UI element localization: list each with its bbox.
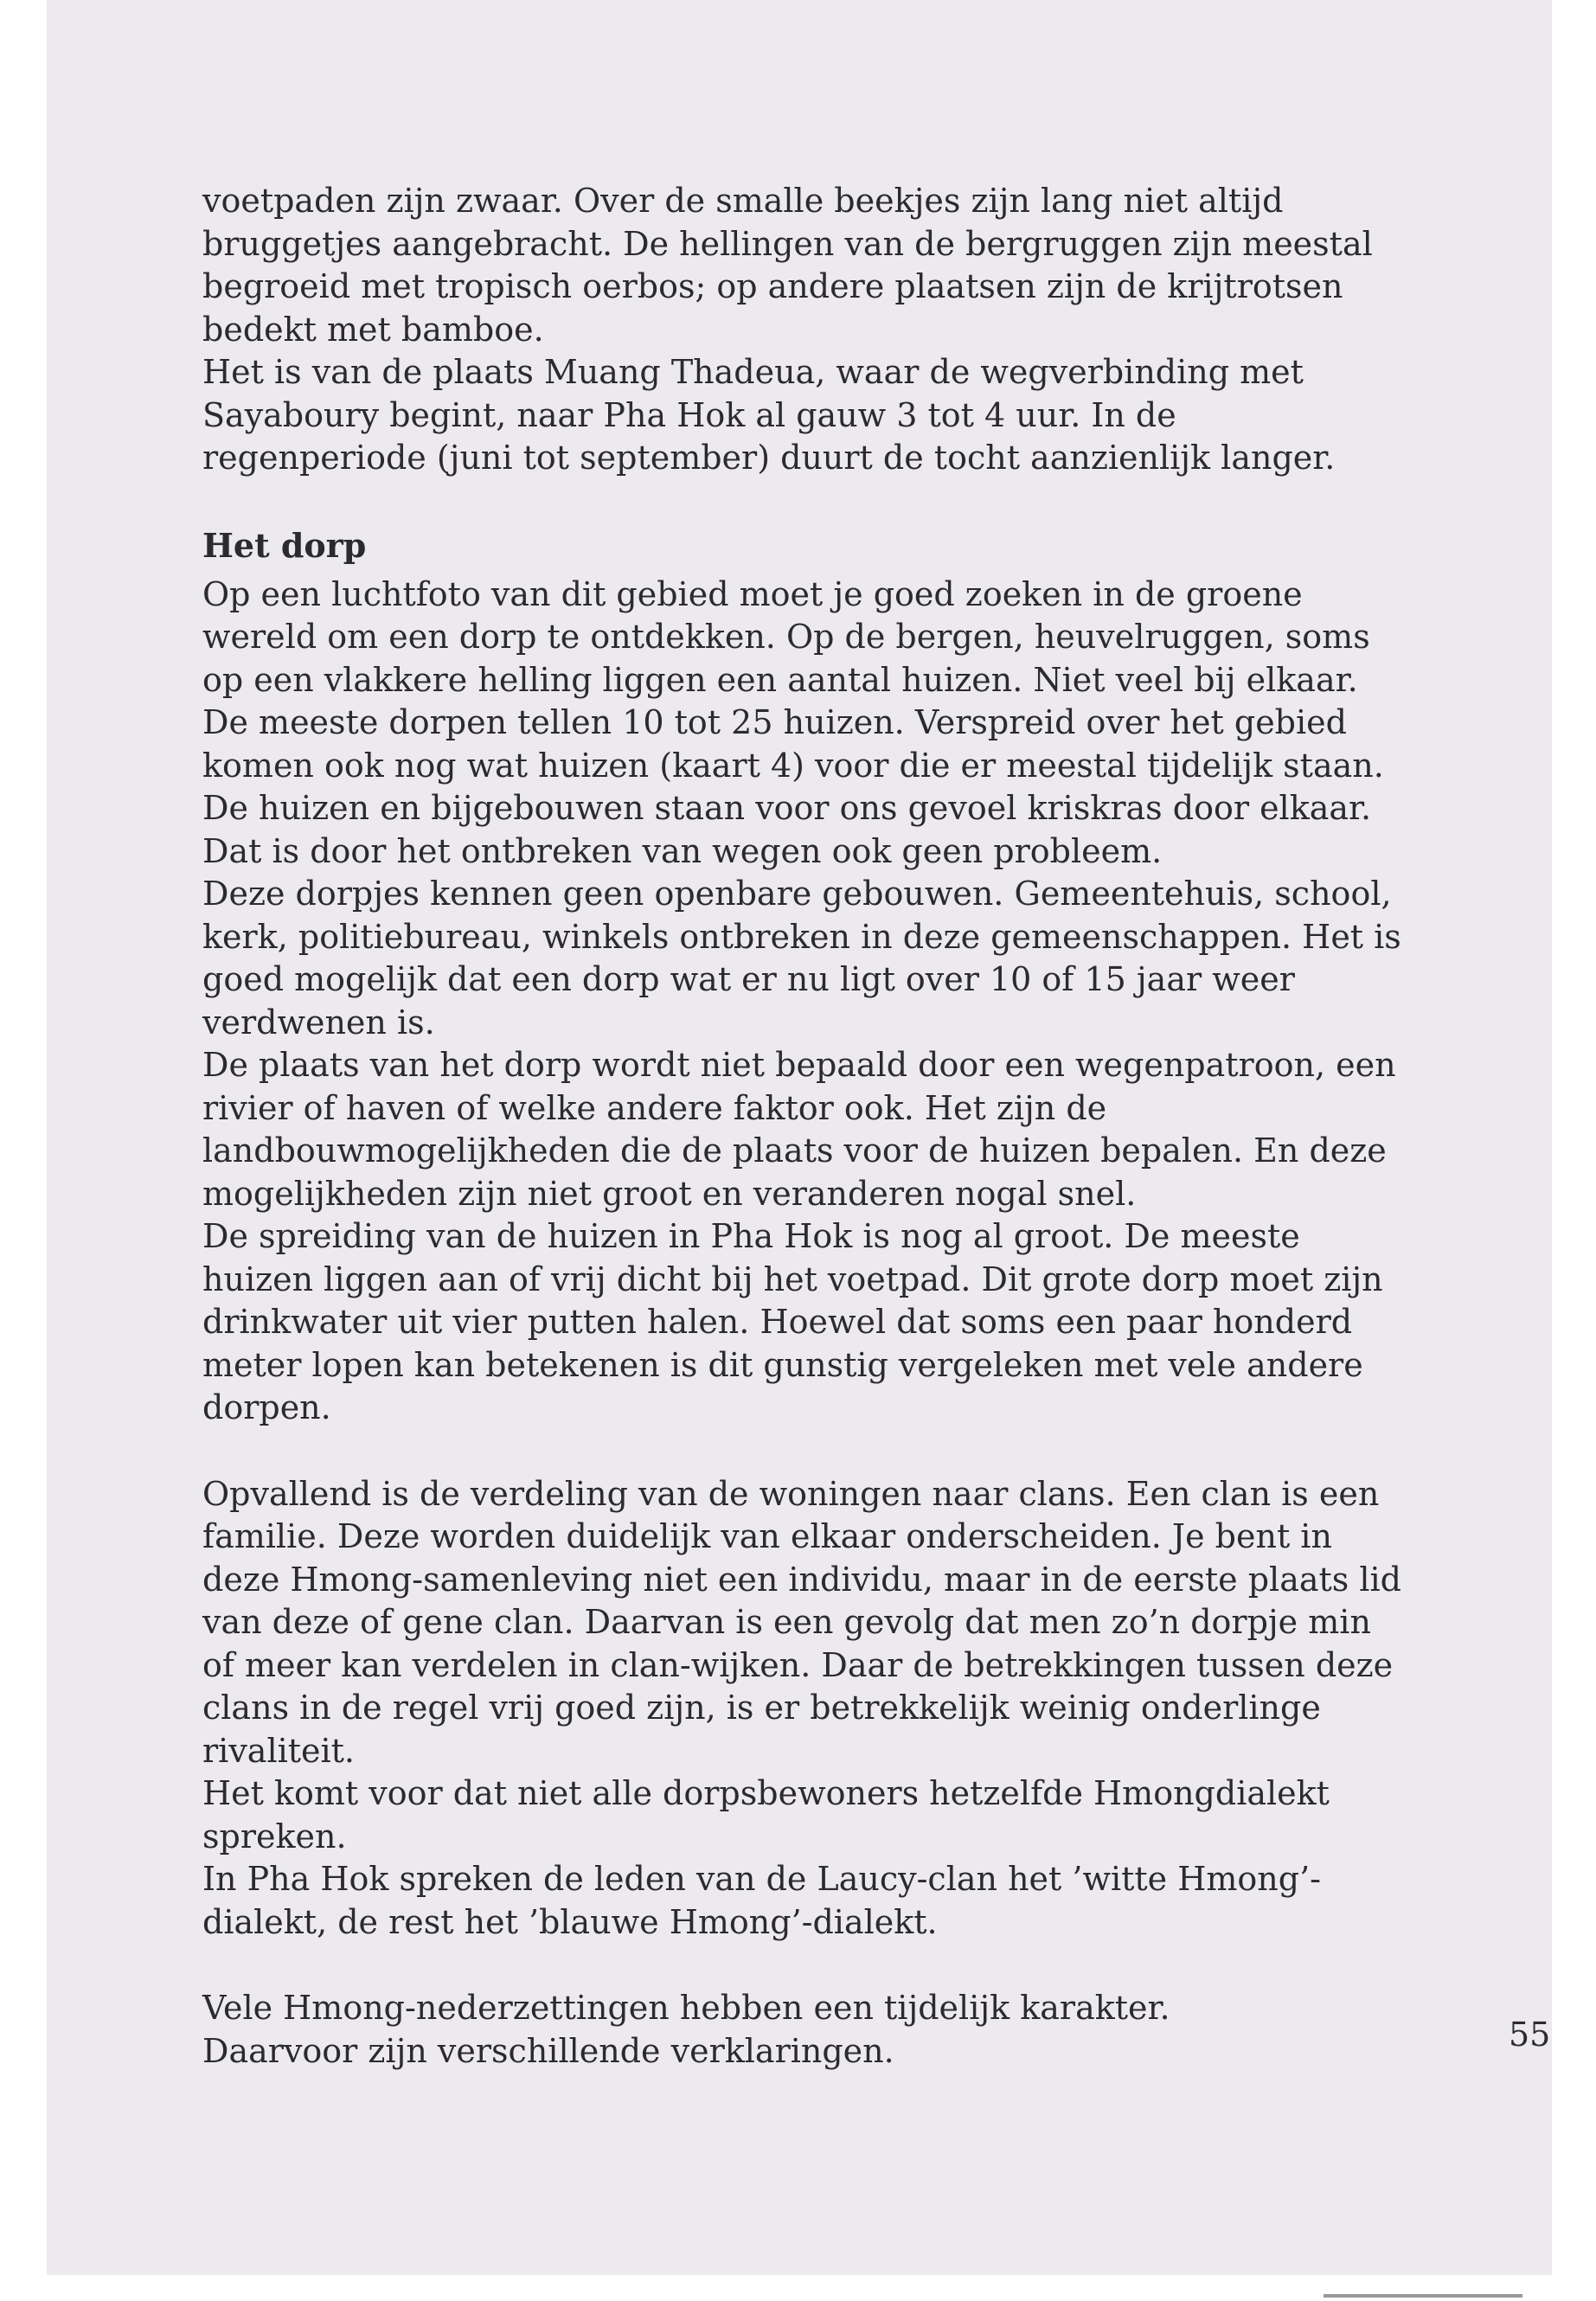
paragraph: Deze dorpjes kennen geen openbare gebouwen. Gemeentehuis, school, kerk, politiebureau, winkels ontbreken in deze gemeenschappen. Het is goed mogelijk dat een dorp wat er nu ligt over 10 of 15 jaar weer verdwenen is. bbox=[202, 875, 1401, 1042]
section-heading: Het dorp bbox=[202, 525, 367, 565]
paragraph: De plaats van het dorp wordt niet bepaald door een wegenpatroon, een rivier of haven of welke andere faktor ook. Het zijn de landbouwmogelijkheden die de plaats voor de huizen bepalen. En deze mogelijkheden zijn niet groot en veranderen nogal snel. bbox=[202, 1046, 1396, 1213]
paragraph: De spreiding van de huizen in Pha Hok is nog al groot. De meeste huizen liggen aan of vrij dicht bij het voetpad. Dit grote dorp moet zijn drinkwater uit vier putten halen. Hoewel dat soms een paar honderd meter lopen kan betekenen is dit gunstig vergeleken met vele andere dorpen. bbox=[202, 1217, 1383, 1426]
paragraph: Vele Hmong-nederzettingen hebben een tijdelijk karakter. Daarvoor zijn verschillende verklaringen. bbox=[202, 1989, 1170, 2070]
scan-edge-divider bbox=[1324, 2294, 1522, 2298]
paragraph: In Pha Hok spreken de leden van de Laucy-clan het ’witte Hmong’- dialekt, de rest het ’blauwe Hmong’-dialekt. bbox=[202, 1860, 1322, 1941]
paragraph: Het komt voor dat niet alle dorpsbewoners hetzelfde Hmongdialekt spreken. bbox=[202, 1774, 1330, 1856]
paragraph: Op een luchtfoto van dit gebied moet je goed zoeken in de groene wereld om een dorp te ontdekken. Op de bergen, heuvelruggen, soms op een vlakkere helling liggen een aantal huizen. Niet veel bij elkaar. De meeste dorpen tellen 10 tot 25 huizen. Verspreid over het gebied komen ook nog wat huizen (kaart 4) voor die er meestal tijdelijk staan. De huizen en bijgebouwen staan voor ons gevoel kriskras door elkaar. Dat is door het ontbreken van wegen ook geen probleem. bbox=[202, 574, 1384, 870]
book-page bbox=[47, 0, 1552, 2275]
paragraph: Het is van de plaats Muang Thadeua, waar de wegverbinding met Sayaboury begint, naar Pha Hok al gauw 3 tot 4 uur. In de regenperiode (juni tot september) duurt de tocht aanzienlijk langer. bbox=[202, 353, 1336, 477]
paragraph-gap bbox=[202, 1944, 1457, 1987]
paragraph: voetpaden zijn zwaar. Over de smalle beekjes zijn lang niet altijd bruggetjes aangebracht. De hellingen van de bergruggen zijn meestal begroeid met tropisch oerbos; op andere plaatsen zijn de krijtrotsen bedekt met bamboe. bbox=[202, 182, 1373, 349]
paragraph: Opvallend is de verdeling van de woningen naar clans. Een clan is een familie. Deze worden duidelijk van elkaar onderscheiden. Je bent in deze Hmong-samenleving niet een individu, maar in de eerste plaats lid van deze of gene clan. Daarvan is een gevolg dat men zo’n dorpje min of meer kan verdelen in clan-wijken. Daar de betrekkingen tussen deze clans in de regel vrij goed zijn, is er betrekkelijk weinig onderlinge rivaliteit. bbox=[202, 1474, 1401, 1770]
page-number: 55 bbox=[1509, 2016, 1551, 2054]
paragraph-gap bbox=[202, 1430, 1457, 1473]
body-text bbox=[202, 180, 1457, 2073]
paragraph-gap bbox=[202, 480, 1457, 523]
